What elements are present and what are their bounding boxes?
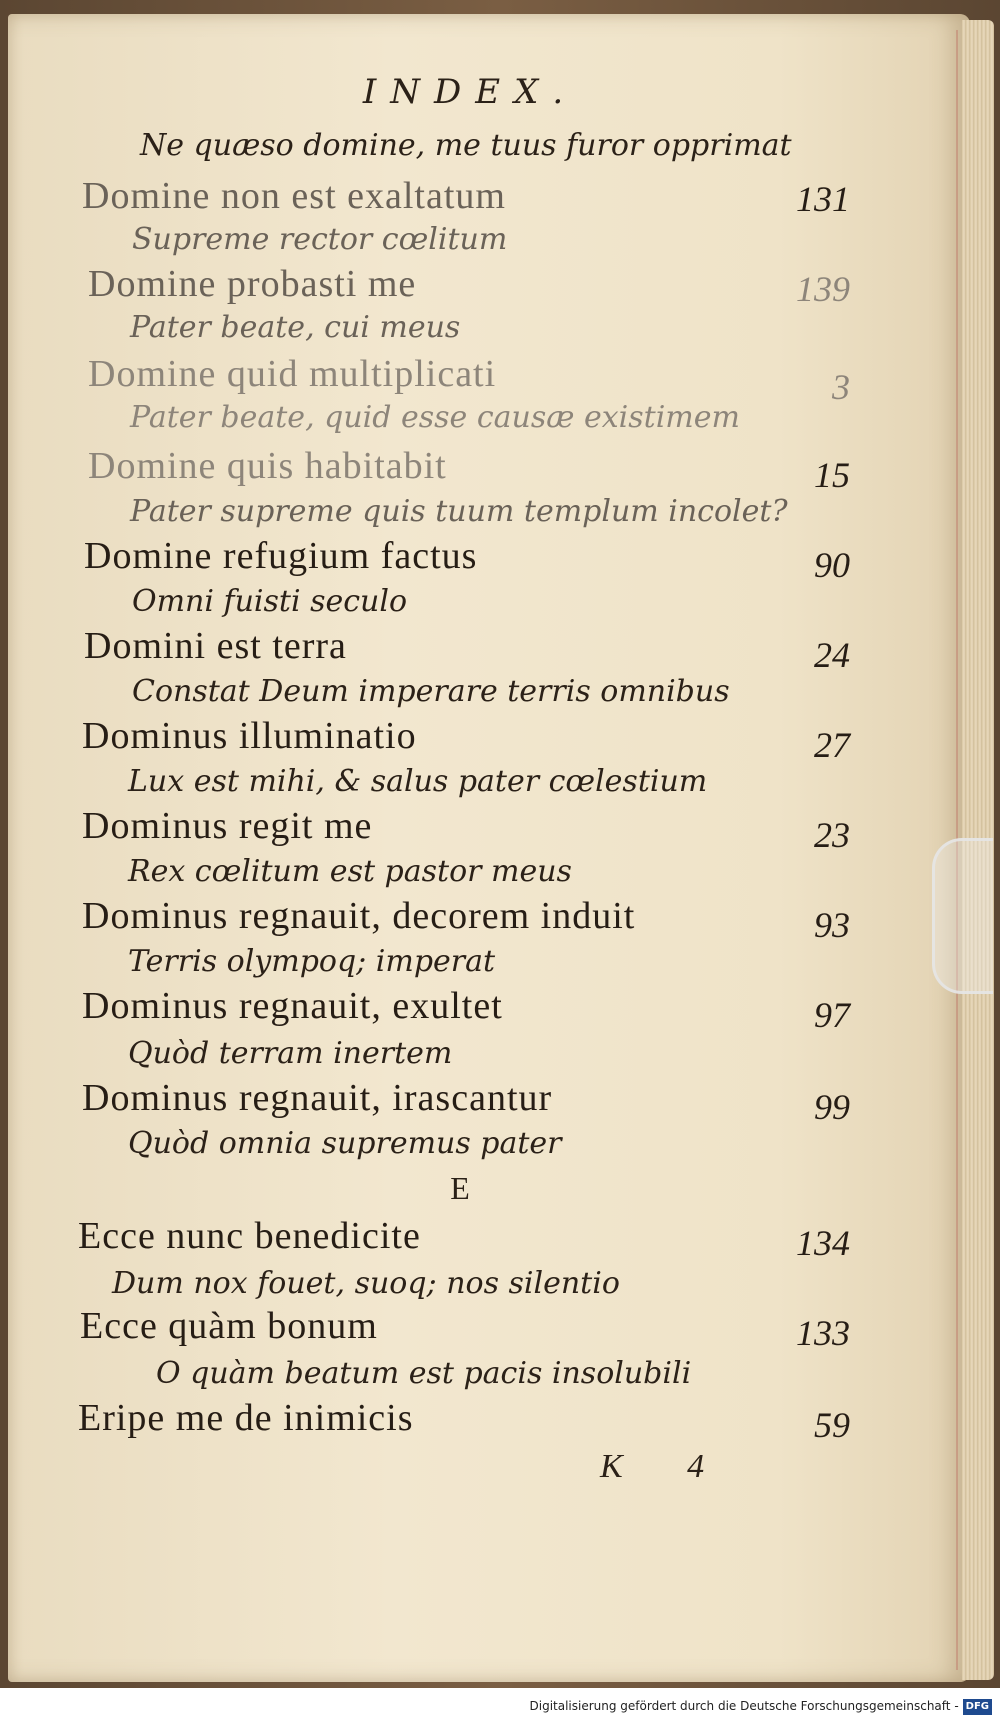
paraphrase-line: Lux est mihi, & salus pater cœlestium <box>128 764 708 799</box>
psalm-incipit: Domine quid multiplicati <box>88 353 497 395</box>
psalm-incipit: Eripe me de inimicis <box>78 1397 414 1439</box>
psalm-number: 3 <box>832 367 850 407</box>
clip-mark <box>932 838 993 994</box>
paraphrase-line: O quàm beatum est pacis insolubili <box>156 1356 692 1391</box>
psalm-number: 99 <box>814 1087 850 1127</box>
psalm-incipit: Domine quis habitabit <box>88 445 447 487</box>
section-letter: E <box>450 1170 470 1206</box>
psalm-number: 131 <box>796 179 850 219</box>
psalm-incipit: Domine probasti me <box>88 263 417 305</box>
psalm-number: 97 <box>814 995 850 1035</box>
psalm-incipit: Dominus regnauit, decorem induit <box>82 895 636 937</box>
paraphrase-line: Ne quæso domine, me tuus furor opprimat <box>140 128 792 163</box>
psalm-incipit: Dominus regnauit, irascantur <box>82 1077 553 1119</box>
dfg-logo: DFG <box>963 1699 992 1715</box>
psalm-number: 134 <box>796 1223 850 1263</box>
paraphrase-line: Rex cœlitum est pastor meus <box>128 854 572 889</box>
psalm-incipit: Dominus regit me <box>82 805 373 847</box>
paraphrase-line: Dum nox fouet, suoq; nos silentio <box>112 1266 620 1301</box>
psalm-incipit: Domini est terra <box>84 625 347 667</box>
paraphrase-line: Omni fuisti seculo <box>132 584 408 619</box>
psalm-number: 15 <box>814 455 850 495</box>
paraphrase-line: Pater beate, cui meus <box>130 310 461 345</box>
psalm-number: 23 <box>814 815 850 855</box>
psalm-incipit: Domine non est exaltatum <box>82 175 506 217</box>
psalm-number: 27 <box>814 725 850 765</box>
paraphrase-line: Supreme rector cœlitum <box>132 222 508 257</box>
psalm-incipit: Ecce quàm bonum <box>80 1305 378 1347</box>
psalm-incipit: Domine refugium factus <box>84 535 478 577</box>
psalm-number: 139 <box>796 269 850 309</box>
psalm-incipit: Ecce nunc benedicite <box>78 1215 421 1257</box>
psalm-number: 59 <box>814 1405 850 1445</box>
psalm-number: 93 <box>814 905 850 945</box>
paraphrase-line: Quòd omnia supremus pater <box>128 1126 562 1161</box>
psalm-number: 24 <box>814 635 850 675</box>
paraphrase-line: Quòd terram inertem <box>128 1036 453 1071</box>
paraphrase-line: Pater supreme quis tuum templum incolet? <box>130 494 788 529</box>
paraphrase-line: Constat Deum imperare terris omnibus <box>132 674 730 709</box>
signature-mark: K 4 <box>600 1448 733 1485</box>
psalm-incipit: Dominus regnauit, exultet <box>82 985 503 1027</box>
digitization-credit <box>0 1688 1000 1724</box>
psalm-number: 133 <box>796 1313 850 1353</box>
paraphrase-line: Pater beate, quid esse causæ existimem <box>130 400 740 435</box>
credit-text: Digitalisierung gefördert durch die Deutsche Forschungsgemeinschaft - <box>529 1699 959 1713</box>
index-header: INDEX. <box>362 72 578 112</box>
paraphrase-line: Terris olympoq; imperat <box>128 944 496 979</box>
psalm-number: 90 <box>814 545 850 585</box>
psalm-incipit: Dominus illuminatio <box>82 715 417 757</box>
